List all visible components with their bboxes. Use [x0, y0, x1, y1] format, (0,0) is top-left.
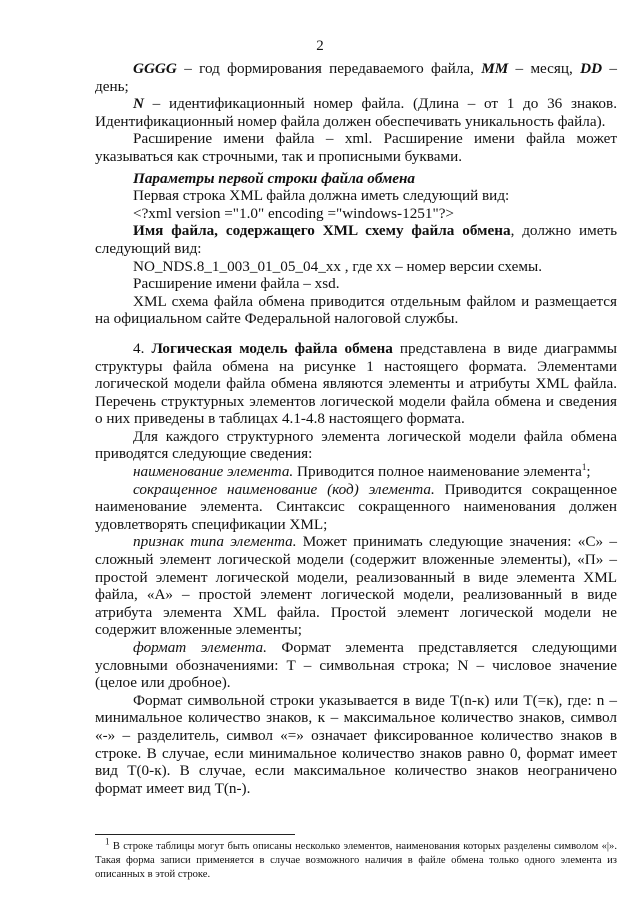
italic-text: сокращенное наименование (код) элемента. [133, 480, 435, 498]
text: – идентификационный номер файла. (Длина – от 1 до 36 знаков. Идентификационный номер файла должен обеспечивать уникальность файла). [95, 95, 617, 130]
paragraph-file-id [95, 95, 617, 130]
text: Приводится полное наименование элемента [293, 463, 582, 481]
footnote-text: В строке таблицы могут быть описаны несколько элементов, наименования которых разделены символом «|». Такая форма записи применяется в случае возможного наличия в файле обмена только одного элемента из описанных в этой строке. [95, 841, 617, 880]
term-dd: DD [580, 60, 603, 77]
paragraph-string-format: Формат символьной строки указывается в виде Т(n-к) или Т(=к), где: n – минимальное количество знаков, к – максимальное количество знаков, символ «-» – разделитель, символ «=» означает фиксированное количество знаков в строке. В случае, если минимальное количество знаков равно 0, формат имеет вид Т(0-к). В случае, если максимальное количество знаков неограничено формат имеет вид Т(n-). [95, 691, 617, 797]
page-number: 2 [316, 38, 324, 54]
paragraph-element-info: Для каждого структурного элемента логической модели файла обмена приводятся следующие сведения: [95, 427, 617, 463]
text: ; [586, 463, 591, 481]
text: Может принимать следующие значения: «С» – сложный элемент логической модели (содержит вложенные элементы), «П» – простой элемент логической модели, реализованный в виде элемента XML файла, «А» – простой элемент логической модели, реализованный в виде атрибута элемента XML файла. Простой элемент логической модели не содержит вложенные элементы; [95, 533, 617, 639]
footnote-marker: 1 [581, 462, 587, 472]
paragraph-element-code [95, 481, 617, 534]
schema-extension: Расширение имени файла – xsd. [133, 275, 340, 293]
text: Приводится сокращенное наименование элемента. Синтаксис сокращенного наименования должен удовлетворять спецификации XML; [95, 480, 618, 533]
schema-name-value: NO_NDS.8_1_003_01_05_04_xx , где хх – номер версии схемы. [133, 257, 542, 275]
text: – год формирования передаваемого файла, [176, 60, 482, 77]
paragraph-schema-publish: XML схема файла обмена приводится отдельным файлом и размещается на официальном сайте Федеральной налоговой службы. [95, 292, 617, 328]
text: – месяц, [508, 60, 581, 77]
term-mm: ММ [481, 60, 509, 77]
paragraph-element-name [95, 463, 617, 481]
italic-text: наименование элемента. [133, 463, 294, 481]
text: Формат элемента представляется следующими условными обозначениями: Т – символьная строка; N – числовое значение (целое или дробное). [95, 639, 617, 692]
paragraph-logical-model [95, 340, 617, 428]
document-body [95, 60, 617, 797]
paragraph-schema-name [95, 222, 617, 257]
text: – день; [95, 60, 618, 95]
bold-text: Имя файла, содержащего XML схему файла обмена [133, 222, 511, 240]
footnote [95, 836, 617, 882]
italic-text: признак типа элемента. [133, 533, 297, 551]
paragraph-element-format [95, 639, 617, 692]
bold-text: Логическая модель файла обмена [151, 339, 393, 357]
footnote-marker: 1 [105, 836, 110, 847]
italic-text: формат элемента. [133, 639, 267, 656]
paragraph-file-date [95, 60, 617, 95]
text: , должно иметь следующий вид: [95, 222, 618, 257]
paragraph-element-type [95, 533, 617, 639]
paragraph-extension: Расширение имени файла – xml. Расширение имени файла может указываться как строчными, так и прописными буквами. [95, 130, 617, 165]
footnote-divider [95, 834, 295, 835]
term-n: N [133, 95, 144, 113]
section-heading-first-line: Параметры первой строки файла обмена [133, 169, 416, 187]
section-number: 4. [133, 339, 152, 357]
text: представлена в виде диаграммы структуры файла обмена на рисунке 1 настоящего формата. Элементами логической модели файла обмена являются элементы и атрибуты XML файла. Перечень структурных элементов логической модели файла обмена и сведения о них приведены в таблицах 4.1-4.8 настоящего формата. [95, 339, 617, 428]
paragraph-first-line: Первая строка XML файла должна иметь следующий вид: [133, 187, 510, 205]
xml-declaration: <?xml version ="1.0" encoding ="windows-1251"?> [133, 204, 454, 222]
term-gggg: GGGG [133, 60, 177, 77]
